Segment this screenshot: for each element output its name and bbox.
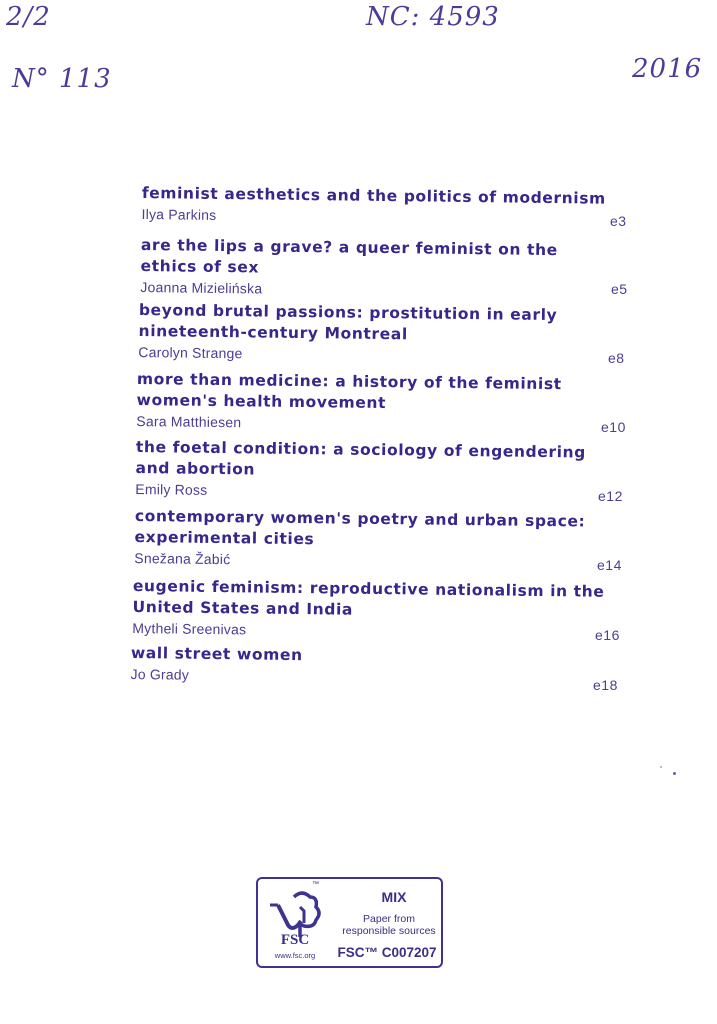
fsc-logo-text: FSC [280, 932, 310, 948]
entry-title-line: beyond brutal passions: prostitution in early [138, 300, 558, 325]
fsc-mix: MIX [381, 889, 407, 905]
entry-title-line: United States and India [132, 597, 354, 619]
dust-speck [660, 766, 662, 768]
entry-title-line: contemporary women's poetry and urban space: [134, 506, 586, 531]
entry-page-number: e18 [593, 677, 618, 693]
toc-entry [138, 300, 557, 367]
entry-author: Jo Grady [130, 665, 190, 683]
fsc-label [256, 877, 443, 968]
entry-title-line: the foetal condition: a sociology of engendering [135, 437, 586, 462]
fsc-desc-line-1: Paper from [363, 913, 415, 925]
entry-title-line: more than medicine: a history of the feminist [136, 369, 562, 394]
entry-title-line: ethics of sex [140, 256, 260, 277]
handwritten-issue-number: N° 113 [12, 64, 112, 94]
entry-title-line: are the lips a grave? a queer feminist on the [140, 235, 558, 260]
dust-speck [673, 772, 676, 775]
entry-page-number: e10 [601, 419, 626, 435]
entry-page-number: e14 [597, 557, 622, 573]
entry-title-line: nineteenth-century Montreal [138, 321, 408, 344]
handwritten-year: 2016 [632, 54, 703, 84]
entry-page-number: e5 [611, 281, 628, 297]
entry-author: Carolyn Strange [138, 343, 243, 362]
entry-page-number: e12 [598, 488, 623, 504]
entry-page-number: e3 [610, 213, 627, 229]
entry-title-line: wall street women [130, 643, 303, 665]
entry-author: Sara Matthiesen [136, 412, 242, 431]
fsc-trademark: ™ [312, 881, 319, 888]
toc-entry [132, 576, 604, 644]
handwritten-nc-number: NC: 4593 [366, 2, 500, 32]
entry-title-line: experimental cities [134, 527, 315, 549]
toc-entry [135, 437, 586, 504]
entry-title-line: women's health movement [136, 390, 387, 413]
entry-title-line: eugenic feminism: reproductive nationalism in the [132, 576, 605, 601]
entry-title-line: and abortion [135, 458, 256, 479]
fsc-certificate-code: FSC™ C007207 [337, 945, 437, 960]
entry-author: Emily Ross [135, 480, 208, 498]
entry-title-line: feminist aesthetics and the politics of modernism [141, 183, 606, 208]
toc-entry [141, 183, 605, 230]
entry-author: Snežana Žabić [134, 549, 231, 568]
fsc-desc-line-2: responsible sources [342, 925, 436, 937]
handwritten-page-count: 2/2 [6, 2, 51, 32]
toc-entry [136, 369, 562, 436]
toc-entry [134, 506, 585, 573]
entry-author: Joanna Mizielińska [140, 278, 263, 297]
fsc-url: www.fsc.org [274, 951, 316, 960]
entry-author: Ilya Parkins [141, 205, 217, 223]
toc-entry [140, 235, 558, 302]
entry-page-number: e8 [608, 350, 625, 366]
entry-author: Mytheli Sreenivas [132, 619, 247, 638]
fsc-description [330, 913, 448, 937]
entry-page-number: e16 [595, 627, 620, 643]
toc-entry [130, 643, 302, 686]
